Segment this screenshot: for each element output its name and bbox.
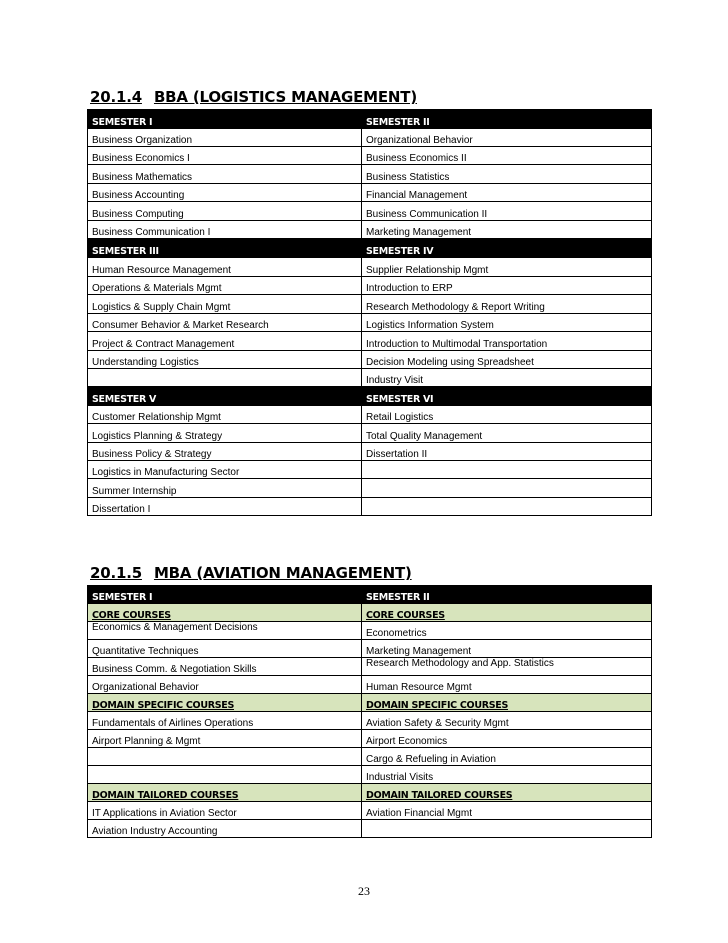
category-label: DOMAIN TAILORED COURSES <box>88 784 362 802</box>
table-row <box>88 147 652 165</box>
course-cell: Industrial Visits <box>362 766 652 784</box>
table-row <box>88 461 652 479</box>
table-row <box>88 498 652 516</box>
category-label: DOMAIN TAILORED COURSES <box>362 784 652 802</box>
course-cell: Business Economics II <box>362 147 652 165</box>
table-row <box>88 351 652 369</box>
table-row <box>88 479 652 498</box>
bba-curriculum-table <box>87 109 652 516</box>
semester-header-row <box>88 387 652 406</box>
course-cell <box>362 461 652 479</box>
course-cell: Introduction to Multimodal Transportation <box>362 332 652 351</box>
course-cell <box>362 498 652 516</box>
section-title: MBA (AVIATION MANAGEMENT) <box>153 564 412 582</box>
semester-label: SEMESTER II <box>362 110 652 129</box>
table-row <box>88 221 652 239</box>
section-number: 20.1.4 <box>90 88 142 106</box>
course-category-row <box>88 694 652 712</box>
course-cell <box>88 369 362 387</box>
category-label: DOMAIN SPECIFIC COURSES <box>88 694 362 712</box>
semester-header-row <box>88 586 652 604</box>
table-row <box>88 748 652 766</box>
category-label: DOMAIN SPECIFIC COURSES <box>362 694 652 712</box>
page-number: 23 <box>358 884 370 898</box>
course-cell: Research Methodology & Report Writing <box>362 295 652 314</box>
course-cell: Quantitative Techniques <box>88 640 362 658</box>
course-cell: Marketing Management <box>362 640 652 658</box>
course-cell: Logistics in Manufacturing Sector <box>88 461 362 479</box>
course-cell: Supplier Relationship Mgmt <box>362 258 652 277</box>
course-cell: Airport Economics <box>362 730 652 748</box>
section-heading-bba <box>90 88 417 106</box>
section-heading-mba <box>90 564 412 582</box>
course-cell: Project & Contract Management <box>88 332 362 351</box>
course-cell: Business Economics I <box>88 147 362 165</box>
course-cell: Airport Planning & Mgmt <box>88 730 362 748</box>
course-cell <box>88 766 362 784</box>
table-row <box>88 766 652 784</box>
section-number: 20.1.5 <box>90 564 142 582</box>
semester-header-row <box>88 239 652 258</box>
course-cell: Decision Modeling using Spreadsheet <box>362 351 652 369</box>
table-row <box>88 332 652 351</box>
course-cell: Operations & Materials Mgmt <box>88 277 362 295</box>
course-cell: Research Methodology and App. Statistics <box>362 658 652 676</box>
table-row <box>88 640 652 658</box>
semester-label: SEMESTER IV <box>362 239 652 258</box>
course-cell: Business Computing <box>88 202 362 221</box>
category-label: CORE COURSES <box>362 604 652 622</box>
course-cell: Business Communication II <box>362 202 652 221</box>
course-cell: Logistics Planning & Strategy <box>88 424 362 443</box>
course-cell: Organizational Behavior <box>362 129 652 147</box>
table-row <box>88 730 652 748</box>
course-cell: Financial Management <box>362 184 652 202</box>
course-cell: Fundamentals of Airlines Operations <box>88 712 362 730</box>
course-cell: Human Resource Mgmt <box>362 676 652 694</box>
course-cell: Logistics & Supply Chain Mgmt <box>88 295 362 314</box>
table-row <box>88 424 652 443</box>
category-label: CORE COURSES <box>88 604 362 622</box>
table-row <box>88 443 652 461</box>
table-row <box>88 658 652 676</box>
section-title: BBA (LOGISTICS MANAGEMENT) <box>153 88 417 106</box>
table-row <box>88 258 652 277</box>
table-row <box>88 820 652 838</box>
table-row <box>88 129 652 147</box>
table-row <box>88 406 652 424</box>
table-row <box>88 676 652 694</box>
table-row <box>88 802 652 820</box>
course-cell: Cargo & Refueling in Aviation <box>362 748 652 766</box>
semester-label: SEMESTER III <box>88 239 362 258</box>
course-cell <box>88 748 362 766</box>
course-cell: Aviation Safety & Security Mgmt <box>362 712 652 730</box>
course-cell: Econometrics <box>362 622 652 640</box>
course-cell: Business Policy & Strategy <box>88 443 362 461</box>
semester-label: SEMESTER VI <box>362 387 652 406</box>
course-cell: Industry Visit <box>362 369 652 387</box>
table-row <box>88 165 652 184</box>
course-cell: Economics & Management Decisions <box>88 622 362 640</box>
table-row <box>88 369 652 387</box>
semester-header-row <box>88 110 652 129</box>
course-cell: Consumer Behavior & Market Research <box>88 314 362 332</box>
table-row <box>88 314 652 332</box>
course-cell: Business Accounting <box>88 184 362 202</box>
course-cell: Customer Relationship Mgmt <box>88 406 362 424</box>
course-cell: Dissertation II <box>362 443 652 461</box>
course-cell: Organizational Behavior <box>88 676 362 694</box>
table-row <box>88 712 652 730</box>
course-cell: Dissertation I <box>88 498 362 516</box>
course-cell: Business Communication I <box>88 221 362 239</box>
course-cell: Retail Logistics <box>362 406 652 424</box>
course-cell <box>362 479 652 498</box>
course-cell: Aviation Financial Mgmt <box>362 802 652 820</box>
course-cell: IT Applications in Aviation Sector <box>88 802 362 820</box>
course-cell: Human Resource Management <box>88 258 362 277</box>
course-cell: Aviation Industry Accounting <box>88 820 362 838</box>
table-row <box>88 184 652 202</box>
semester-label: SEMESTER II <box>362 586 652 604</box>
course-cell: Business Comm. & Negotiation Skills <box>88 658 362 676</box>
semester-label: SEMESTER V <box>88 387 362 406</box>
course-cell: Understanding Logistics <box>88 351 362 369</box>
course-cell <box>362 820 652 838</box>
course-cell: Logistics Information System <box>362 314 652 332</box>
semester-label: SEMESTER I <box>88 110 362 129</box>
course-category-row <box>88 784 652 802</box>
table-row <box>88 202 652 221</box>
course-cell: Summer Internship <box>88 479 362 498</box>
table-row <box>88 277 652 295</box>
course-cell: Business Organization <box>88 129 362 147</box>
mba-curriculum-table <box>87 585 652 838</box>
course-cell: Total Quality Management <box>362 424 652 443</box>
course-cell: Business Mathematics <box>88 165 362 184</box>
course-cell: Introduction to ERP <box>362 277 652 295</box>
semester-label: SEMESTER I <box>88 586 362 604</box>
table-row <box>88 622 652 640</box>
course-cell: Marketing Management <box>362 221 652 239</box>
table-row <box>88 295 652 314</box>
course-category-row <box>88 604 652 622</box>
course-cell: Business Statistics <box>362 165 652 184</box>
